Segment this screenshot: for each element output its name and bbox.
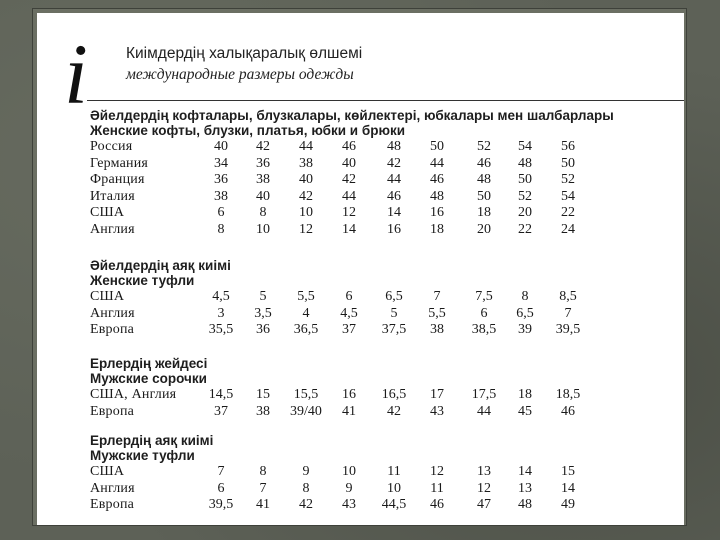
size-cell: 12 [430, 464, 444, 479]
size-cell: 15,5 [293, 387, 319, 402]
size-cell: 14 [387, 205, 401, 220]
size-cell: 38 [430, 322, 444, 337]
size-cell: 14 [561, 480, 575, 496]
size-cell: 22 [561, 205, 575, 220]
size-cell: 46 [430, 497, 444, 512]
size-cell: 6 [217, 480, 225, 496]
table-row [90, 205, 614, 222]
size-cell: 50 [518, 172, 532, 187]
mens-shirts-table [90, 356, 581, 420]
size-cell: 48 [518, 155, 532, 171]
size-cell: 36,5 [293, 322, 319, 337]
size-cell: 36 [256, 155, 270, 171]
size-cell: 8 [217, 221, 225, 237]
size-cell: 37 [342, 322, 356, 337]
size-cell: 52 [561, 172, 575, 187]
size-cell: 42 [299, 188, 313, 204]
size-cell: 42 [387, 403, 401, 419]
size-cell: 6,5 [516, 305, 534, 321]
size-cell: 8 [521, 289, 529, 304]
size-cell: 44,5 [381, 497, 407, 512]
size-cell: 3 [217, 305, 225, 321]
size-cell: 43 [430, 403, 444, 419]
document-page [37, 13, 684, 525]
size-cell: 11 [387, 464, 401, 479]
row-label: Англия [90, 305, 135, 321]
size-cell: 16,5 [381, 387, 407, 402]
size-cell: 43 [342, 497, 356, 512]
size-cell: 17,5 [471, 387, 497, 402]
size-cell: 7,5 [475, 289, 493, 304]
size-cell: 44 [430, 155, 444, 171]
size-cell: 7 [217, 464, 225, 479]
size-cell: 38 [214, 188, 228, 204]
size-cell: 4,5 [340, 305, 358, 321]
size-cell: 46 [387, 188, 401, 204]
info-i-icon: i [64, 26, 88, 122]
size-cell: 46 [342, 139, 356, 154]
size-cell: 17 [430, 387, 444, 402]
size-cell: 18 [518, 387, 532, 402]
table-row [90, 289, 577, 306]
row-label: США [90, 464, 125, 479]
row-label: США [90, 205, 125, 220]
size-cell: 49 [561, 497, 575, 512]
size-cell: 40 [214, 139, 228, 154]
size-cell: 39/40 [290, 403, 322, 419]
size-cell: 10 [256, 221, 270, 237]
size-cell: 37,5 [381, 322, 407, 337]
size-cell: 52 [518, 188, 532, 204]
womens-clothing-table [90, 108, 614, 238]
size-cell: 8 [302, 480, 310, 496]
row-label: США [90, 289, 125, 304]
size-cell: 5 [259, 289, 267, 304]
size-cell: 8,5 [559, 289, 577, 304]
size-cell: 48 [387, 139, 401, 154]
size-cell: 37 [214, 403, 228, 419]
size-cell: 16 [430, 205, 444, 220]
size-cell: 48 [430, 188, 444, 204]
size-cell: 15 [256, 387, 270, 402]
size-cell: 4 [302, 305, 310, 321]
size-cell: 12 [299, 221, 313, 237]
section-heading-kz: Әйелдердің аяқ киімі [90, 258, 231, 273]
size-cell: 5,5 [297, 289, 315, 304]
size-cell: 11 [430, 480, 444, 496]
row-label: Италия [90, 188, 135, 204]
size-cell: 38 [299, 155, 313, 171]
title-divider [87, 100, 684, 101]
size-cell: 10 [387, 480, 401, 496]
size-cell: 14 [342, 221, 356, 237]
size-cell: 38 [256, 172, 270, 187]
size-cell: 24 [561, 221, 575, 237]
size-cell: 16 [342, 387, 356, 402]
size-cell: 42 [256, 139, 270, 154]
row-label: Англия [90, 480, 135, 496]
size-cell: 46 [430, 172, 444, 187]
size-cell: 6 [480, 305, 488, 321]
size-cell: 5 [390, 305, 398, 321]
size-cell: 41 [256, 497, 270, 512]
table-row [90, 322, 581, 339]
size-cell: 42 [387, 155, 401, 171]
row-label: Европа [90, 403, 135, 419]
size-cell: 42 [299, 497, 313, 512]
size-cell: 7 [564, 305, 572, 321]
size-cell: 18,5 [555, 387, 581, 402]
page-title-kz: Киімдердің халықаралық өлшемі [126, 45, 363, 62]
size-cell: 9 [345, 480, 353, 496]
table-row [90, 403, 575, 421]
size-cell: 16 [387, 221, 401, 237]
size-cell: 15 [561, 464, 575, 479]
size-cell: 39,5 [555, 322, 581, 337]
size-cell: 54 [518, 139, 532, 154]
size-cell: 7 [433, 289, 441, 304]
size-cell: 34 [214, 155, 228, 171]
section-heading-ru: Женские туфли [90, 273, 195, 288]
size-cell: 44 [342, 188, 356, 204]
section-heading-kz: Әйелдердің кофталары, блузкалары, көйлектері, юбкалары мен шалбарлары [90, 108, 614, 123]
size-cell: 13 [518, 480, 532, 496]
size-cell: 6,5 [385, 289, 403, 304]
mens-shoes-table [90, 433, 575, 514]
table-row [90, 464, 575, 481]
size-cell: 13 [477, 464, 491, 479]
section-heading-ru: Мужские сорочки [90, 371, 207, 386]
size-cell: 48 [477, 172, 491, 187]
table-row [90, 222, 614, 239]
row-label: Франция [90, 172, 145, 187]
row-label: Европа [90, 322, 135, 337]
size-cell: 54 [561, 188, 575, 204]
size-cell: 39 [518, 322, 532, 337]
size-cell: 48 [518, 497, 532, 512]
size-cell: 41 [342, 403, 356, 419]
size-cell: 46 [477, 155, 491, 171]
row-label: Англия [90, 221, 135, 237]
size-cell: 36 [256, 322, 270, 337]
size-cell: 10 [299, 205, 313, 220]
size-cell: 20 [518, 205, 532, 220]
size-cell: 56 [561, 139, 575, 154]
size-cell: 50 [430, 139, 444, 154]
size-cell: 14,5 [208, 387, 234, 402]
table-row [90, 305, 572, 323]
size-cell: 36 [214, 172, 228, 187]
section-heading-kz: Ерлердің жейдесі [90, 356, 208, 371]
size-cell: 22 [518, 221, 532, 237]
section-heading-ru: Женские кофты, блузки, платья, юбки и брюки [90, 123, 406, 138]
row-label: Германия [90, 155, 149, 171]
size-cell: 14 [518, 464, 532, 479]
table-row [90, 497, 575, 514]
size-cell: 50 [477, 188, 491, 204]
table-row [90, 156, 614, 173]
page-title-ru: международные размеры одежды [126, 66, 354, 83]
size-cell: 5,5 [428, 305, 446, 321]
table-row [90, 139, 614, 156]
section-heading-kz: Ерлердің аяқ киімі [90, 433, 214, 448]
size-cell: 18 [477, 205, 491, 220]
size-cell: 3,5 [254, 305, 272, 321]
size-cell: 42 [342, 172, 356, 187]
size-cell: 12 [477, 480, 491, 496]
size-cell: 35,5 [208, 322, 234, 337]
size-cell: 20 [477, 221, 491, 237]
size-cell: 52 [477, 139, 491, 154]
size-cell: 10 [342, 464, 356, 479]
size-cell: 4,5 [212, 289, 230, 304]
row-label: США, Англия [90, 387, 177, 402]
row-label: Россия [90, 139, 133, 154]
size-cell: 6 [217, 205, 225, 220]
table-row [90, 480, 575, 498]
size-cell: 12 [342, 205, 356, 220]
size-cell: 39,5 [208, 497, 234, 512]
size-cell: 44 [477, 403, 491, 419]
size-cell: 45 [518, 403, 532, 419]
size-cell: 38 [256, 403, 270, 419]
size-cell: 47 [477, 497, 491, 512]
womens-shoes-table [90, 258, 581, 339]
size-cell: 8 [259, 464, 267, 479]
size-cell: 44 [387, 172, 401, 187]
section-heading-ru: Мужские туфли [90, 448, 195, 463]
size-cell: 38,5 [471, 322, 497, 337]
table-row [90, 172, 614, 189]
size-cell: 18 [430, 221, 444, 237]
size-cell: 40 [299, 172, 313, 187]
size-cell: 7 [259, 480, 267, 496]
size-cell: 6 [345, 289, 353, 304]
size-cell: 40 [342, 155, 356, 171]
size-cell: 9 [302, 464, 310, 479]
table-row [90, 387, 581, 404]
table-row [90, 189, 614, 206]
size-cell: 46 [561, 403, 575, 419]
size-cell: 8 [259, 205, 267, 220]
size-cell: 50 [561, 155, 575, 171]
size-cell: 44 [299, 139, 313, 154]
size-cell: 40 [256, 188, 270, 204]
row-label: Европа [90, 497, 135, 512]
